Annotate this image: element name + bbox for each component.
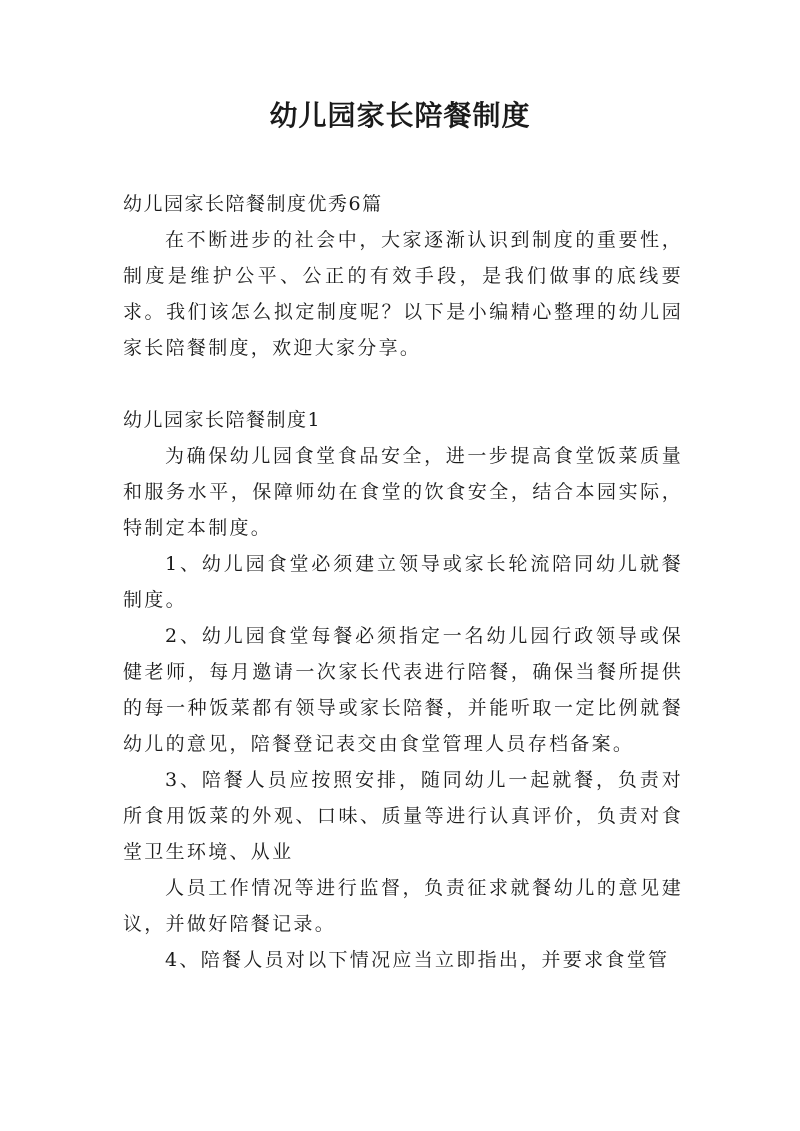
rule-item-3-continued: 人员工作情况等进行监督，负责征求就餐幼儿的意见建议，并做好陪餐记录。 [123,877,683,935]
section-intro-paragraph: 为确保幼儿园食堂食品安全，进一步提高食堂饭菜质量和服务水平，保障师幼在食堂的饮食安全，结合本园实际，特制定本制度。 [123,445,683,539]
document-body [123,186,683,978]
intro-paragraph: 在不断进步的社会中，大家逐渐认识到制度的重要性，制度是维护公平、公正的有效手段，是我们做事的底线要求。我们该怎么拟定制度呢？以下是小编精心整理的幼儿园家长陪餐制度，欢迎大家分享。 [123,229,683,359]
document-subtitle: 幼儿园家长陪餐制度优秀6篇 [123,193,383,215]
section-heading: 幼儿园家长陪餐制度1 [123,409,322,431]
rule-item-2: 2、幼儿园食堂每餐必须指定一名幼儿园行政领导或保健老师，每月邀请一次家长代表进行陪餐，确保当餐所提供的每一种饭菜都有领导或家长陪餐，并能听取一定比例就餐幼儿的意见，陪餐登记表交由食堂管理人员存档备案。 [123,625,683,755]
document-title: 幼儿园家长陪餐制度 [269,99,531,132]
paragraph-gap [123,366,683,402]
rule-item-4: 4、陪餐人员对以下情况应当立即指出，并要求食堂管 [165,949,670,971]
rule-item-3: 3、陪餐人员应按照安排，随同幼儿一起就餐，负责对所食用饭菜的外观、口味、质量等进行认真评价，负责对食堂卫生环境、从业 [123,769,683,863]
rule-item-1: 1、幼儿园食堂必须建立领导或家长轮流陪同幼儿就餐制度。 [123,553,683,611]
